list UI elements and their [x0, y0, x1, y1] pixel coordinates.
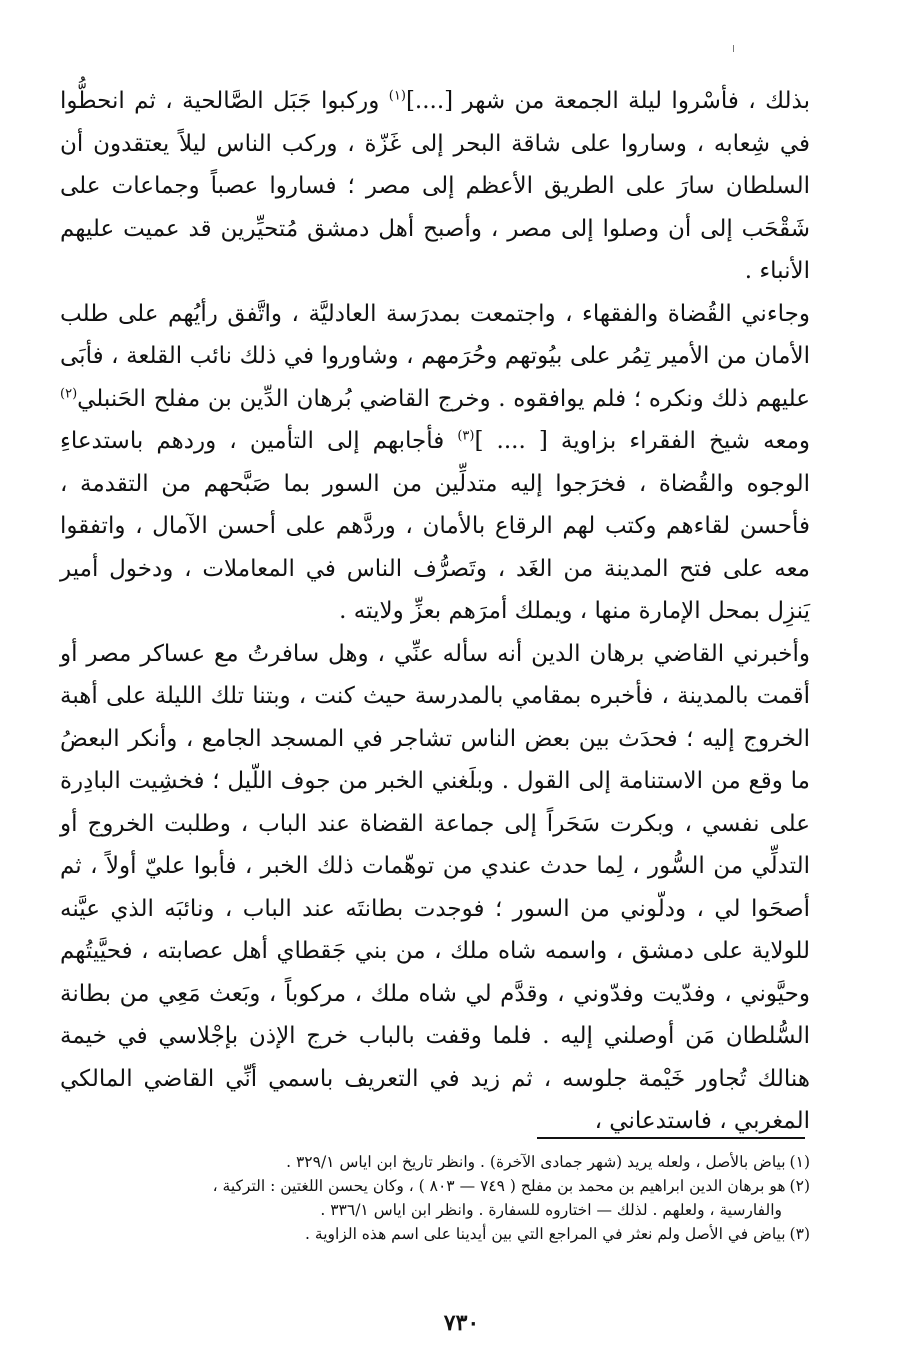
page-number: ٧٣٠	[443, 1310, 480, 1336]
paragraph-2-part-c: فأجابهم إلى التأمين ، وردهم باستدعاءِ الوجوه والقُضاة ، فخرَجوا إليه متدلِّين من السور بما صَبَّحهم من التقدمة ، فأحسن لقاءهم وكتب لهم الرقاع بالأمان ، وردَّهم على أحسن الآمال ، واتفقوا معه على فتح المدينة من الغَد ، وتَصرُّف الناس في المعاملات ، ودخول أمير يَنزِل بمحل الإمارة منها ، ويملك أمرَهم بعزِّ ولايته .	[60, 428, 810, 624]
paragraph-2-part-b: ومعه شيخ الفقراء بزاوية [ .... ]	[474, 428, 810, 454]
footnote-2-number: (٢)	[789, 1177, 810, 1195]
footnote-2	[60, 1174, 810, 1198]
footnote-ref-3: (٣)	[457, 428, 475, 444]
paragraph-3-text: وأخبرني القاضي برهان الدين أنه سأله عنِّي ، وهل سافرتُ مع عساكر مصر أو أقمت بالمدينة ، فأخبره بمقامي بالمدرسة حيث كنت ، وبتنا تلك الليلة على أهبة الخروج إليه ؛ فحدَث بين بعض الناس تشاجر في المسجد الجامع ، وأنكر البعضُ ما وقع من الاستنامة إلى القول . وبلَغني الخبر من جوف اللّيل ؛ فخشِيت البادِرة على نفسي ، وبكرت سَحَراً إلى جماعة القضاة عند الباب ، وطلبت الخروج أو التدلِّي من السُّور ، لِما حدث عندي من توهّمات ذلك الخبر ، فأبوا عليّ أولاً ، ثم أصحَوا لي ، ودلّوني من السور ؛ فوجدت بطانتَه عند الباب ، ونائبَه الذي عيَّنه للولاية على دمشق ، واسمه شاه ملك ، من بني جَقطاي أهل عصابته ، فحيَّيتُهم وحيَّوني ، وفدّيت وفدّوني ، وقدَّم لي شاه ملك ، مركوباً ، وبَعث مَعِي من بطانة السُّلطان مَن أوصلني إليه . فلما وقفت بالباب خرج الإذن بإجْلاسي في خيمة هنالك تُجاور خَيْمة جلوسه ، ثم زيد في التعريف باسمي أنِّي القاضي المالكي المغربي ، فاستدعاني ،	[60, 640, 810, 1134]
paragraph-2-part-a: وجاءني القُضاة والفقهاء ، واجتمعت بمدرَسة العادليَّة ، واتَّفق رأيُهم على طلب الأمان من الأمير تِمُر على بيُوتهم وحُرَمهم ، وشاوروا في ذلك نائب القلعة ، فأبَى عليهم ذلك ونكره ؛ فلم يوافقوه . وخرج القاضي بُرهان الدِّين بن مفلح الحَنبلي	[60, 300, 810, 412]
paragraph-1-part-a: بذلك ، فأسْروا ليلة الجمعة من شهر [....]	[405, 88, 810, 114]
footnotes	[60, 1150, 810, 1246]
footnote-3-number: (٣)	[789, 1225, 810, 1243]
footnote-ref-2: (٢)	[60, 385, 78, 401]
footnote-2-continuation: والفارسية ، ولعلهم . لذلك — اختاروه للسفارة . وانظر ابن اياس ٣٣٦/١ .	[320, 1201, 782, 1219]
footnote-ref-1: (١)	[388, 88, 406, 104]
paragraph-1-part-b: وركبوا جَبَل الصَّالحية ، ثم انحطُّوا في شِعابه ، وساروا على شاقة البحر إلى غَزّة ، وركب الناس ليلاً يعتقدون أن السلطان سارَ على الطريق الأعظم إلى مصر ؛ فساروا عصباً وجماعات على شَقْحَب إلى أن وصلوا إلى مصر ، وأصبح أهل دمشق مُتحيِّرين قد عميت عليهم الأنباء .	[60, 88, 810, 284]
footnote-1	[60, 1150, 810, 1174]
footnote-3	[60, 1222, 810, 1246]
paragraph-2	[60, 293, 810, 633]
footnote-1-text: بياض بالأصل ، ولعله يريد (شهر جمادى الآخرة) . وانظر تاريخ ابن اياس ٣٢٩/١ .	[286, 1153, 786, 1171]
footnote-2-text: هو برهان الدين ابراهيم بن محمد بن مفلح ( ٧٤٩ — ٨٠٣ ) ، وكان يحسن اللغتين : التركية ،	[212, 1177, 786, 1195]
footnote-separator	[537, 1137, 805, 1139]
footnote-1-number: (١)	[789, 1153, 810, 1171]
margin-tick-mark	[733, 45, 734, 52]
main-text	[60, 80, 810, 1143]
footnote-3-text: بياض في الأصل ولم نعثر في المراجع التي بين أيدينا على اسم هذه الزاوية .	[305, 1225, 786, 1243]
paragraph-3	[60, 633, 810, 1143]
paragraph-1	[60, 80, 810, 293]
